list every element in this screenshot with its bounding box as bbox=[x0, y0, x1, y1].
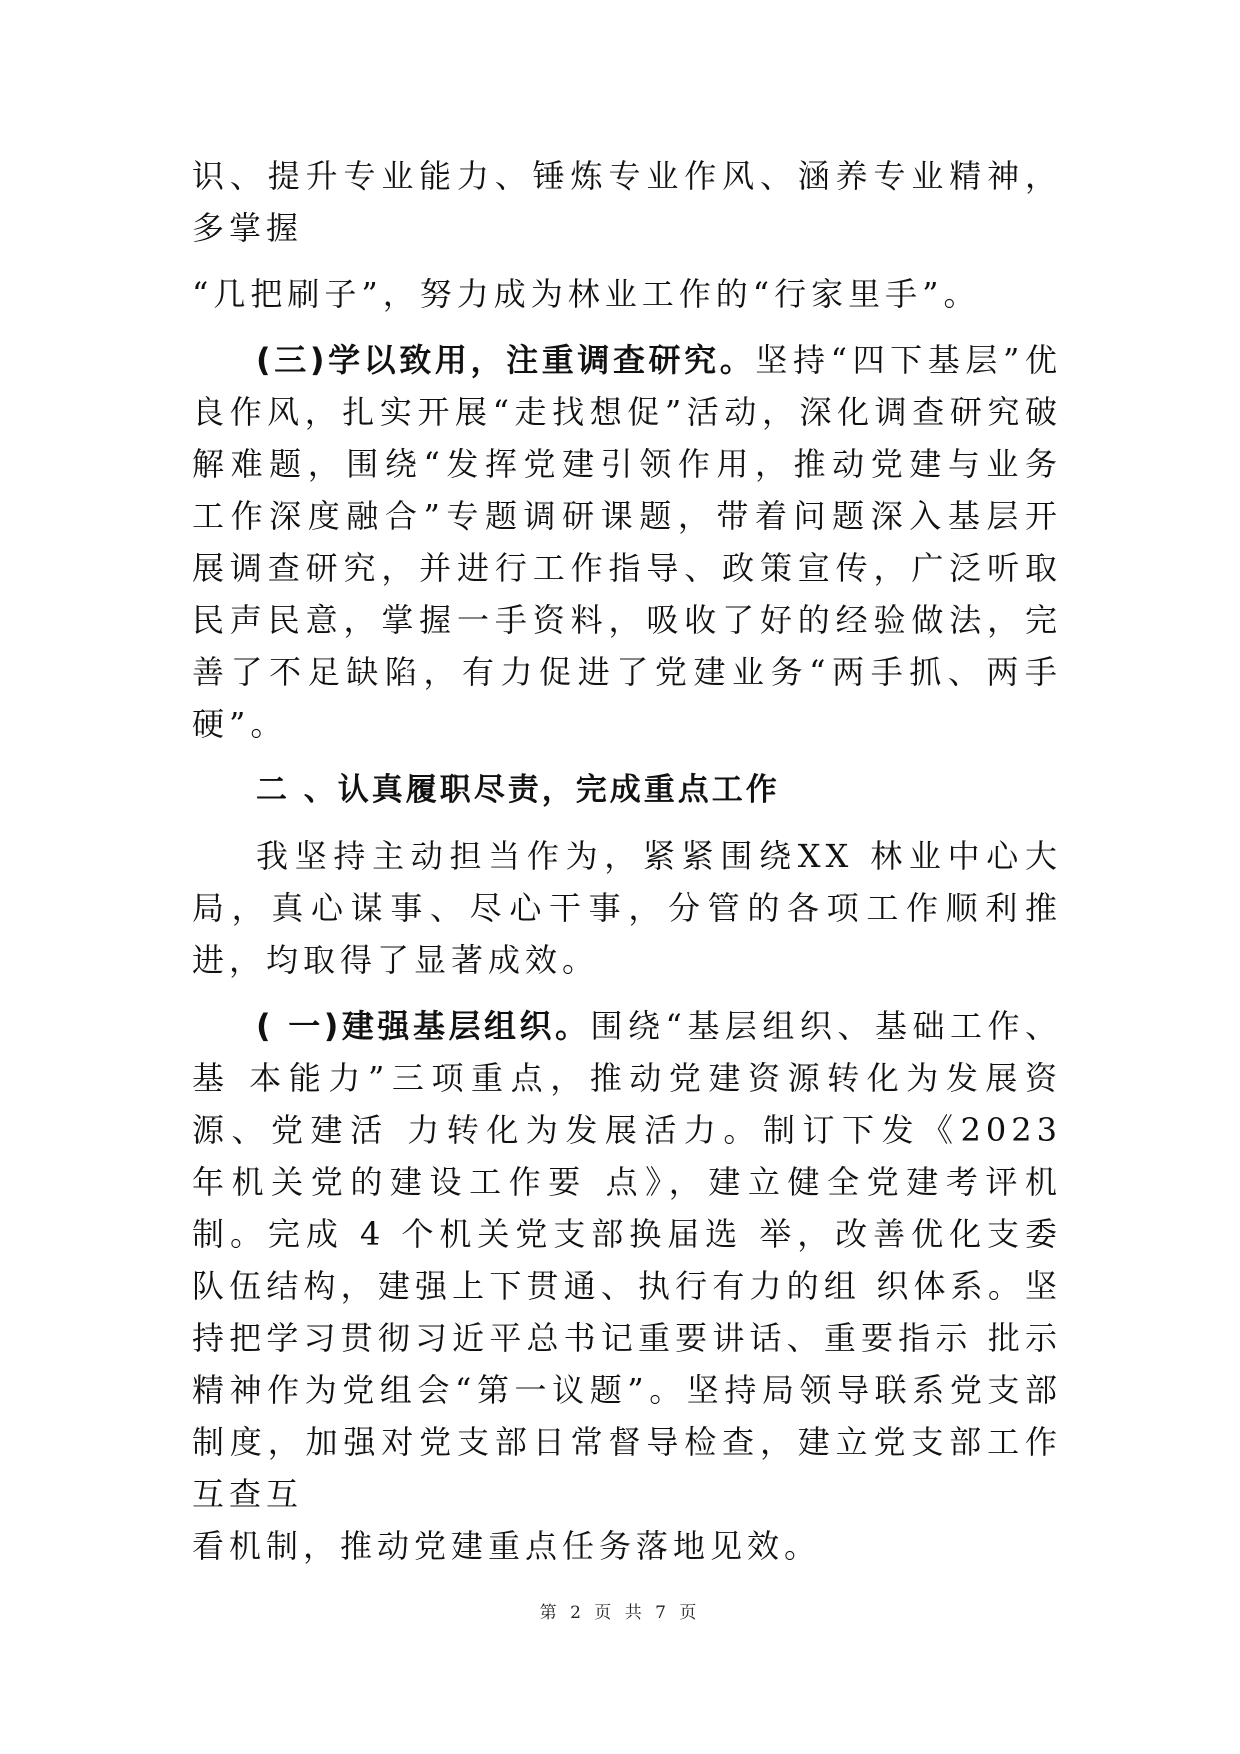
section-3-heading: (三)学以致用，注重调查研究。 bbox=[256, 341, 756, 379]
part-2-intro: 我坚持主动担当作为，紧紧围绕XX 林业中心大局，真心谋事、尽心干事，分管的各项工作顺利推进，均取得了显著成效。 bbox=[192, 837, 1062, 979]
section-1-heading: ( 一)建强基层组织。 bbox=[256, 1007, 591, 1045]
section-3-paragraph bbox=[192, 334, 1062, 750]
section-3-body: 坚持“四下基层”优良作风，扎实开展“走找想促”活动，深化调查研究破解难题，围绕“发挥党建引领作用，推动党建与业务工作深度融合”专题调研课题，带着问题深入基层开展调查研究，并进行工作指导、政策宣传，广泛听取民声民意，掌握一手资料，吸收了好的经验做法，完善了不足缺陷，有力促进了党建业务“两手抓、两手硬”。 bbox=[192, 341, 1062, 743]
page-number-footer: 第 2 页 共 7 页 bbox=[539, 1603, 701, 1623]
section-1-body: 围绕“基层组织、基础工作、基 本能力”三项重点，推动党建资源转化为发展资源、党建活 力转化为发展活力。制订下发《2023 年机关党的建设工作要 点》，建立健全党建考评机制。完成 4 个机关党支部换届选 举，改善优化支委队伍结构，建强上下贯通、执行有力的组 织体系。坚持把学习贯彻习近平总书记重要讲话、重要指示 批示精神作为党组会“第一议题”。坚持局领导联系党支部 制度，加强对党支部日常督导检查，建立党支部工作互查互 bbox=[192, 1007, 1062, 1513]
section-1-tail: 看机制，推动党建重点任务落地见效。 bbox=[192, 1527, 822, 1565]
part-2-heading: 二 、认真履职尽责，完成重点工作 bbox=[256, 772, 780, 808]
continuation-line-2: “几把刷子”，努力成为林业工作的“行家里手”。 bbox=[192, 275, 981, 313]
continuation-line-1: 识、提升专业能力、锤炼专业作风、涵养专业精神，多掌握 bbox=[192, 157, 1062, 247]
document-body bbox=[192, 150, 1062, 1572]
section-1-paragraph bbox=[192, 1000, 1062, 1520]
